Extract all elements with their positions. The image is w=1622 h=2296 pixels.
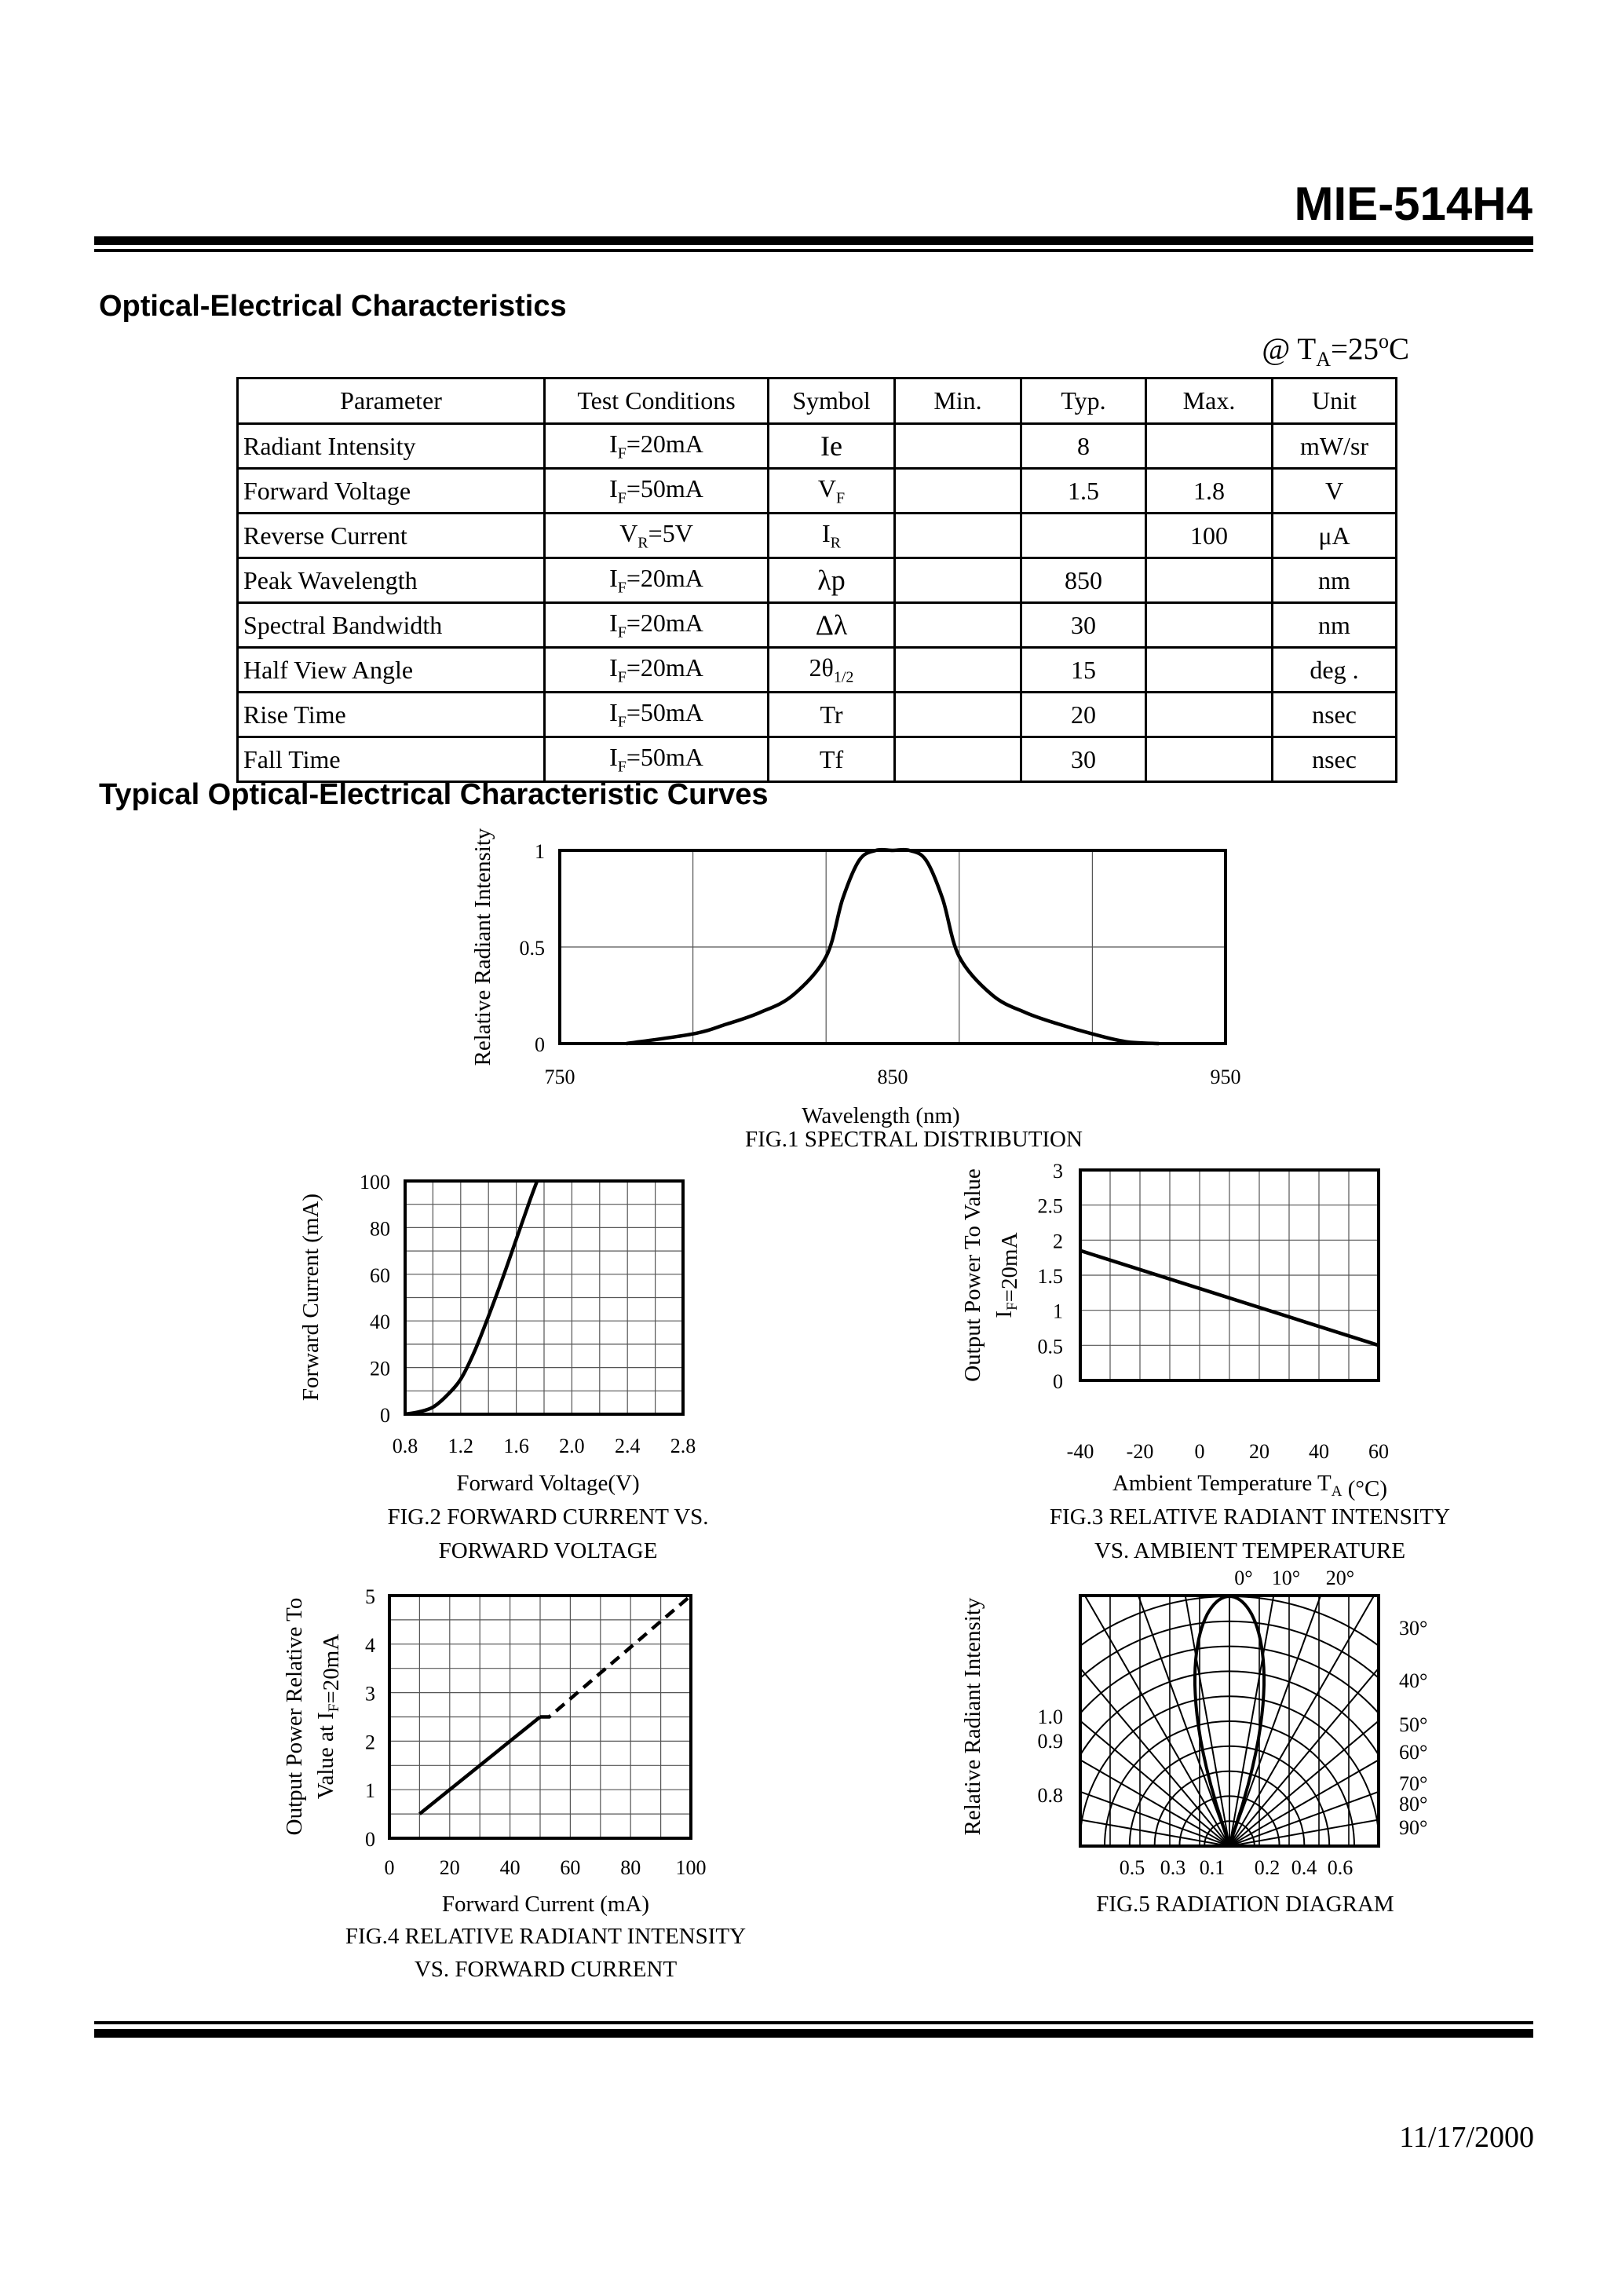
fig5-left-value-label: 0.8 [1037,1784,1063,1807]
table-cell: Δλ [769,603,895,648]
table-cell: $I_R$ [769,514,895,558]
fig2-title-line2: FORWARD VOLTAGE [438,1538,658,1563]
fig1-xtick-label: 950 [1210,1066,1241,1088]
fig3-title-line1: FIG.3 RELATIVE RADIANT INTENSITY [1049,1504,1451,1530]
fig3-xtick-label: 40 [1309,1440,1329,1463]
table-cell: 850 [1021,558,1146,603]
fig5-right-angle-label: 70° [1399,1772,1428,1795]
fig3-ytick-label: 0.5 [1037,1335,1063,1358]
fig5-top-angle-label: 10° [1271,1567,1301,1589]
document-date: 11/17/2000 [1399,2121,1534,2154]
footer-rule-thin [94,2021,1533,2024]
fig5-right-angle-label: 40° [1399,1669,1428,1692]
fig4-ytick-label: 2 [365,1731,375,1754]
fig5-bottom-value-label: 0.4 [1291,1856,1317,1879]
fig2-xlabel: Forward Voltage(V) [456,1471,640,1496]
fig4-xtick-label: 60 [560,1856,581,1879]
fig1-ytick-label: 1 [535,840,545,863]
fig4-line-dashed [540,1596,691,1717]
fig3-xlabel: Ambient Temperature $T_A$ (°C) [1112,1471,1388,1501]
fig4-xtick-label: 0 [384,1856,395,1879]
column-header: Symbol [769,378,895,424]
table-cell: $I_F=20mA$ [545,603,769,648]
table-cell: Tf [769,737,895,782]
table-cell: 15 [1021,648,1146,693]
fig2-ytick-label: 40 [370,1311,390,1334]
fig2-ytick-label: 0 [380,1404,390,1427]
table-cell: 30 [1021,603,1146,648]
part-number: MIE-514H4 [1294,177,1532,230]
table-cell: $I_F=50mA$ [545,737,769,782]
fig5-left-value-label: 0.9 [1037,1730,1063,1753]
table-cell: deg . [1273,648,1397,693]
fig2-ytick-label: 20 [370,1357,390,1380]
fig5-right-angle-label: 50° [1399,1713,1428,1736]
fig4-ytick-label: 3 [365,1682,375,1706]
test-condition-note: @ $T_A=25^oC$ [1262,330,1409,371]
column-header: Parameter [238,378,545,424]
table-cell: Half View Angle [238,648,545,693]
fig4-ylabel2: Value at $I_F=20mA$ [313,1633,344,1800]
fig2-xtick-label: 1.6 [503,1435,529,1457]
table-cell: Reverse Current [238,514,545,558]
fig5-bottom-value-label: 0.5 [1119,1856,1145,1879]
table-cell: Spectral Bandwidth [238,603,545,648]
table-cell: λp [769,558,895,603]
fig5-bottom-value-label: 0.2 [1254,1856,1280,1879]
fig2-xtick-label: 2.8 [670,1435,696,1457]
table-cell: nsec [1273,693,1397,737]
table-cell: μA [1273,514,1397,558]
fig4-ytick-label: 5 [365,1585,375,1608]
fig1-ytick-label: 0.5 [519,937,545,960]
fig5-right-angle-label: 30° [1399,1617,1428,1640]
fig4-xtick-label: 40 [499,1856,521,1879]
fig4-xtick-label: 20 [439,1856,460,1879]
fig5-right-angle-label: 90° [1399,1816,1428,1839]
fig2-ylabel: Forward Current (mA) [298,1193,323,1402]
table-cell: $I_F=50mA$ [545,693,769,737]
table-cell: Peak Wavelength [238,558,545,603]
column-header: Typ. [1021,378,1146,424]
section-title-characteristics: Optical-Electrical Characteristics [99,290,567,323]
fig5-bottom-value-label: 0.3 [1160,1856,1186,1879]
fig2-ytick-label: 60 [370,1263,390,1287]
table-cell: nm [1273,558,1397,603]
fig4-ytick-label: 4 [365,1633,375,1657]
table-cell: $V_R=5V$ [545,514,769,558]
fig3-ytick-label: 2 [1053,1230,1063,1253]
table-cell: Ie [769,424,895,469]
fig2-xtick-label: 2.4 [614,1435,641,1457]
table-cell: nm [1273,603,1397,648]
footer-rule [94,2029,1533,2038]
fig3-ylabel2: $I_F=20mA$ [992,1232,1022,1318]
table-cell: Fall Time [238,737,545,782]
fig5-right-angle-label: 80° [1399,1793,1428,1815]
column-header: Unit [1273,378,1397,424]
column-header: Max. [1146,378,1273,424]
column-header: Min. [895,378,1021,424]
table-cell: 20 [1021,693,1146,737]
fig2-xtick-label: 0.8 [392,1435,418,1457]
table-cell: $I_F=20mA$ [545,558,769,603]
table-cell: $2\theta_{1/2}$ [769,648,895,693]
fig5-ylabel: Relative Radiant Intensity [960,1597,985,1836]
fig2-ytick-label: 80 [370,1217,390,1241]
fig3-ytick-label: 2.5 [1037,1194,1063,1218]
fig4-ylabel: Output Power Relative To [282,1597,307,1836]
fig2-xtick-label: 2.0 [559,1435,585,1457]
fig4-xlabel: Forward Current (mA) [441,1892,650,1917]
fig1-ylabel: Relative Radiant Intensity [470,828,495,1066]
fig5-bottom-value-label: 0.1 [1199,1856,1226,1879]
table-cell: nsec [1273,737,1397,782]
table-cell: $I_F=50mA$ [545,469,769,514]
fig3-ytick-label: 0 [1053,1370,1063,1393]
fig3-xtick-label: 20 [1249,1440,1269,1463]
fig2-title-line1: FIG.2 FORWARD CURRENT VS. [387,1504,709,1530]
table-cell: 1.8 [1146,469,1273,514]
table-cell: $I_F=20mA$ [545,648,769,693]
fig3-ylabel: Output Power To Value [960,1168,985,1382]
fig1-title: FIG.1 SPECTRAL DISTRIBUTION [745,1127,1083,1152]
table-cell: 30 [1021,737,1146,782]
fig4-title-line1: FIG.4 RELATIVE RADIANT INTENSITY [345,1924,747,1949]
table-cell: 8 [1021,424,1146,469]
fig1-xtick-label: 750 [544,1066,575,1088]
table-cell: mW/sr [1273,424,1397,469]
fig4-xtick-label: 80 [620,1856,641,1879]
table-cell: $I_F=20mA$ [545,424,769,469]
fig1-xtick-label: 850 [877,1066,908,1088]
fig3-title-line2: VS. AMBIENT TEMPERATURE [1094,1538,1406,1563]
fig2-xtick-label: 1.2 [448,1435,474,1457]
fig2-ytick-label: 100 [360,1171,390,1194]
table-cell: Radiant Intensity [238,424,545,469]
fig4-title-line2: VS. FORWARD CURRENT [414,1957,678,1982]
fig1-ytick-label: 0 [535,1033,545,1056]
fig5-top-angle-label: 0° [1234,1567,1253,1589]
fig3-xtick-label: 0 [1194,1440,1205,1463]
fig4-ytick-label: 0 [365,1828,375,1851]
fig5-title: FIG.5 RADIATION DIAGRAM [1096,1892,1394,1917]
fig5-bottom-value-label: 0.6 [1327,1856,1353,1879]
table-cell: 1.5 [1021,469,1146,514]
fig5-plot [900,1516,1559,2096]
fig5-top-angle-label: 20° [1325,1567,1355,1589]
column-header: Test Conditions [545,378,769,424]
table-cell: Tr [769,693,895,737]
fig5-grid [900,1516,1559,2096]
table-cell: Rise Time [238,693,545,737]
fig1-xlabel: Wavelength (nm) [802,1103,960,1128]
fig3-xtick-label: -20 [1126,1440,1154,1463]
fig3-xtick-label: -40 [1066,1440,1094,1463]
table-cell: $V_F$ [769,469,895,514]
fig4-xtick-label: 100 [675,1856,707,1879]
fig3-ytick-label: 1.5 [1037,1265,1063,1288]
fig5-right-angle-label: 60° [1399,1741,1428,1764]
section-title-curves: Typical Optical-Electrical Characteristic Curves [99,778,769,811]
fig3-ytick-label: 3 [1053,1160,1063,1183]
fig3-xtick-label: 60 [1368,1440,1389,1463]
fig3-ytick-label: 1 [1053,1300,1063,1323]
table-cell: Forward Voltage [238,469,545,514]
table-cell: 100 [1146,514,1273,558]
fig4-ytick-label: 1 [365,1779,375,1803]
table-cell: V [1273,469,1397,514]
fig5-left-value-label: 1.0 [1037,1706,1063,1728]
